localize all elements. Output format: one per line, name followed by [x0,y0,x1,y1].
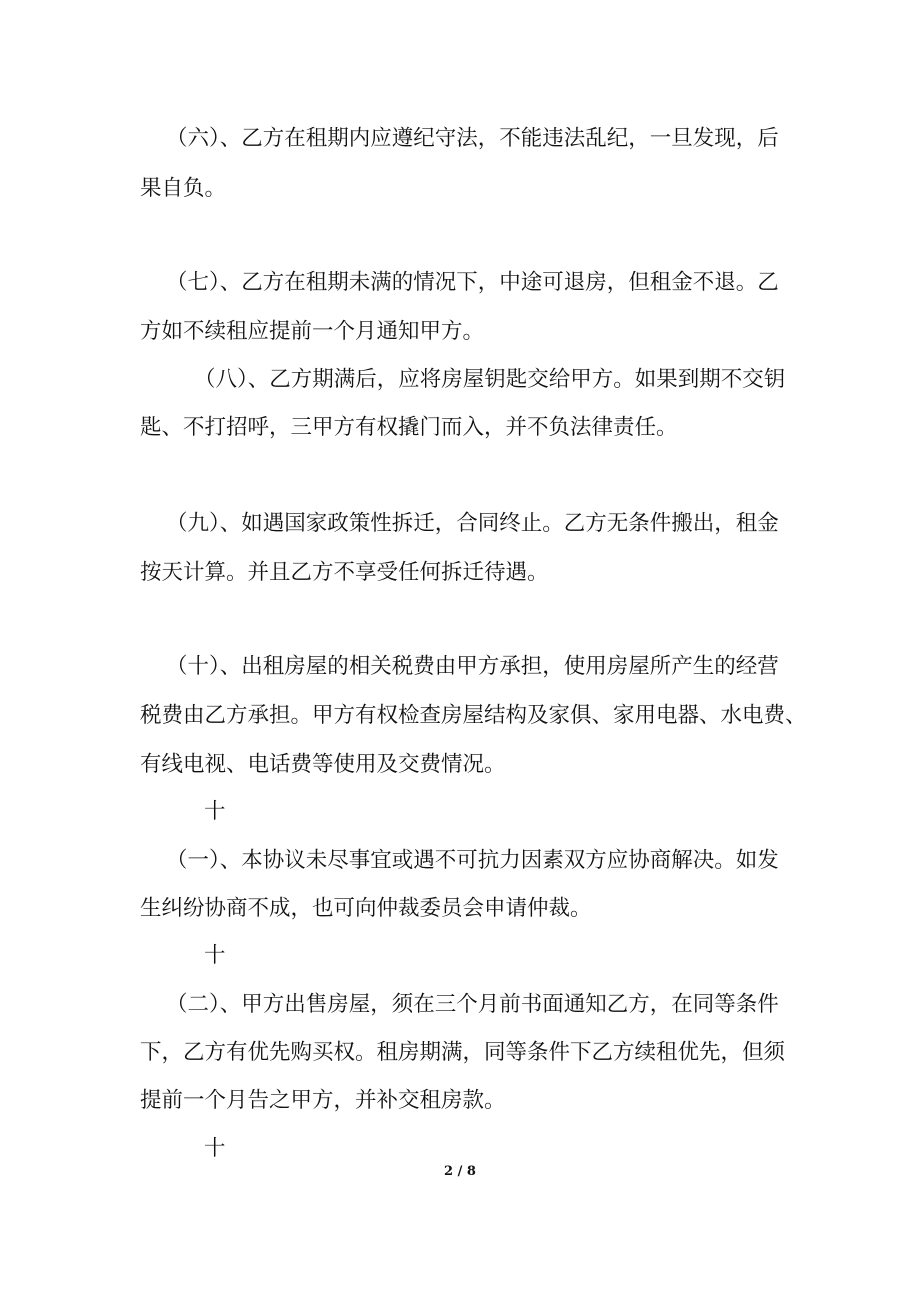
section-marker-1: 十 [204,799,226,824]
clause-8-line-2: 匙、不打招呼，三甲方有权撬门而入，并不负法律责任。 [140,415,678,440]
clause-10-line-3: 有线电视、电话费等使用及交费情况。 [140,752,506,777]
clause-7-line-2: 方如不续租应提前一个月通知甲方。 [140,319,485,344]
page-number: 2 / 8 [444,1164,476,1179]
clause-9-line-1: （九）、如遇国家政策性拆迁，合同终止。乙方无条件搬出，租金 [166,511,779,536]
clause-10-line-1: （十）、出租房屋的相关税费由甲方承担，使用房屋所产生的经营 [166,654,779,679]
clause-10-line-2: 税费由乙方承担。甲方有权检查房屋结构及家俱、家用电器、水电费、 [140,703,807,728]
clause-6-line-1: （六）、乙方在租期内应遵纪守法，不能违法乱纪，一旦发现，后 [166,126,779,151]
clause-12-line-2: 下，乙方有优先购买权。租房期满，同等条件下乙方续租优先，但须 [140,1040,786,1065]
clause-8-line-1: （八）、乙方期满后，应将房屋钥匙交给甲方。如果到期不交钥 [194,367,786,392]
clause-12-line-1: （二）、甲方出售房屋，须在三个月前书面通知乙方，在同等条件 [166,992,779,1017]
clause-11-line-1: （一）、本协议未尽事宜或遇不可抗力因素双方应协商解决。如发 [166,848,779,873]
clause-7-line-1: （七）、乙方在租期未满的情况下，中途可退房，但租金不退。乙 [166,270,779,295]
clause-11-line-2: 生纠纷协商不成，也可向仲裁委员会申请仲裁。 [140,896,592,921]
clause-12-line-3: 提前一个月告之甲方，并补交租房款。 [140,1088,506,1113]
clause-6-line-2: 果自负。 [140,176,227,201]
clause-9-line-2: 按天计算。并且乙方不享受任何拆迁待遇。 [140,560,549,585]
section-marker-3: 十 [204,1136,226,1161]
section-marker-2: 十 [204,943,226,968]
